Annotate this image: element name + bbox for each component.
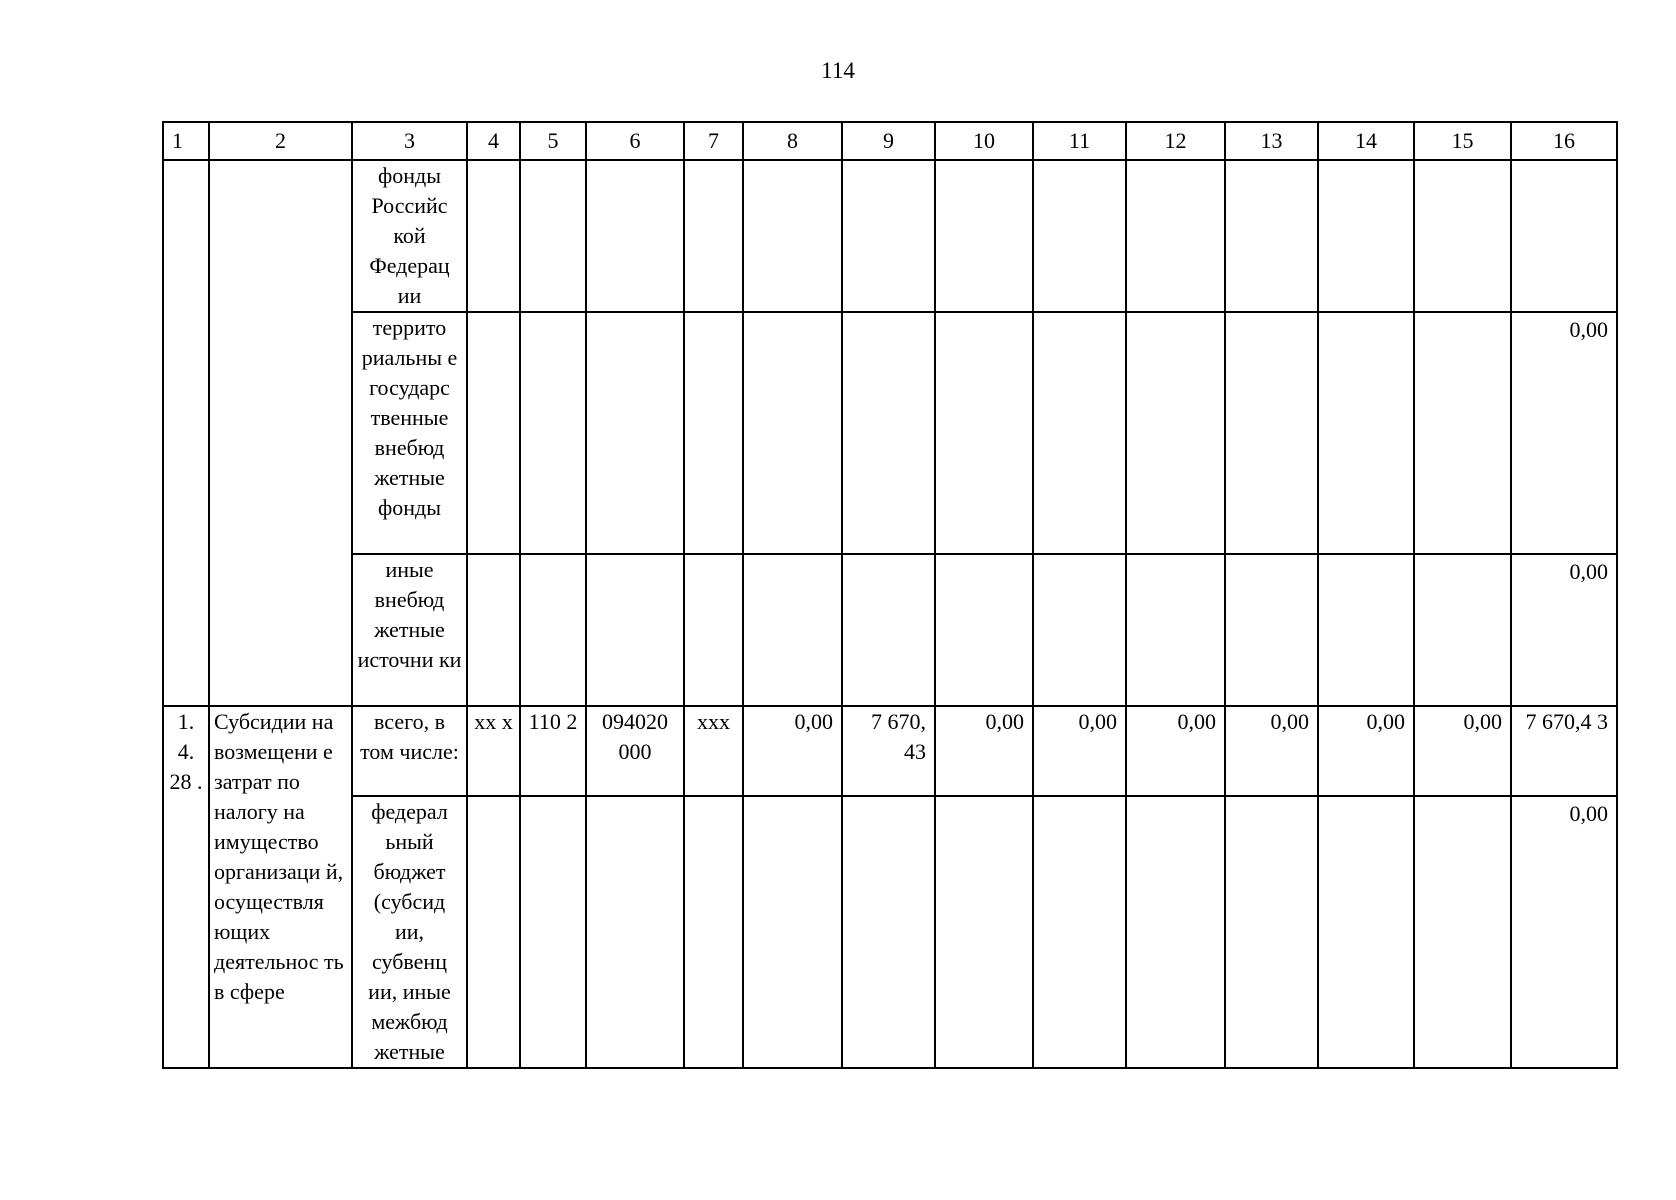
table-row	[163, 796, 1617, 1068]
table-cell	[935, 796, 1033, 1068]
table-cell: 0,00	[1318, 706, 1414, 796]
table-cell	[1126, 160, 1225, 312]
header-cell: 4	[467, 122, 520, 160]
table-cell	[743, 796, 842, 1068]
header-cell: 10	[935, 122, 1033, 160]
header-cell: 15	[1414, 122, 1511, 160]
table-cell	[586, 160, 684, 312]
table-cell	[1033, 554, 1126, 706]
header-cell: 1	[163, 122, 209, 160]
table-cell	[1511, 160, 1617, 312]
table-cell: иные внебюд жетные источни ки	[352, 554, 467, 706]
table-cell	[1225, 160, 1318, 312]
table-row	[163, 554, 1617, 706]
table-cell	[1225, 796, 1318, 1068]
table-cell	[520, 796, 586, 1068]
table-cell: 7 670, 43	[842, 706, 935, 796]
table-cell	[467, 796, 520, 1068]
table-cell: 110 2	[520, 706, 586, 796]
table-cell: фонды Российс кой Федерац ии	[352, 160, 467, 312]
table-cell	[1225, 554, 1318, 706]
table-cell	[1225, 312, 1318, 554]
table-row	[163, 706, 1617, 796]
table-cell	[935, 312, 1033, 554]
table-cell: 0,00	[743, 706, 842, 796]
table-cell	[743, 312, 842, 554]
table-cell	[743, 554, 842, 706]
table-cell	[684, 160, 743, 312]
table-cell	[842, 554, 935, 706]
table-cell	[1033, 312, 1126, 554]
table-cell	[684, 796, 743, 1068]
table-cell: ххх	[684, 706, 743, 796]
table-cell	[1414, 796, 1511, 1068]
table-cell	[163, 160, 209, 706]
header-cell: 13	[1225, 122, 1318, 160]
table-cell	[1414, 312, 1511, 554]
table-cell: хх х	[467, 706, 520, 796]
header-cell: 3	[352, 122, 467, 160]
table-cell	[1033, 796, 1126, 1068]
header-cell: 9	[842, 122, 935, 160]
header-cell: 8	[743, 122, 842, 160]
table-cell	[1318, 554, 1414, 706]
header-cell: 16	[1511, 122, 1617, 160]
table-cell	[684, 554, 743, 706]
table-cell	[1318, 796, 1414, 1068]
table-cell	[935, 554, 1033, 706]
table-cell: 0,00	[1511, 312, 1617, 554]
table-cell: 0,00	[1511, 796, 1617, 1068]
table-cell	[1126, 796, 1225, 1068]
table-cell: 1. 4. 28 .	[163, 706, 209, 1068]
header-cell: 7	[684, 122, 743, 160]
table-cell	[520, 160, 586, 312]
header-cell: 14	[1318, 122, 1414, 160]
header-cell: 11	[1033, 122, 1126, 160]
table-cell: Субсидии на возмещени е затрат по налогу на имущество организаци й, осуществля ющих деятельнос ть в сфере	[209, 706, 352, 1068]
page-number: 114	[821, 58, 855, 83]
table-cell	[467, 160, 520, 312]
table-cell	[842, 160, 935, 312]
table-cell	[1126, 312, 1225, 554]
table-cell: 0,00	[1414, 706, 1511, 796]
header-cell: 12	[1126, 122, 1225, 160]
table-row	[163, 160, 1617, 312]
table-cell: 0,00	[1511, 554, 1617, 706]
table-cell	[842, 312, 935, 554]
table-cell	[467, 312, 520, 554]
header-cell: 5	[520, 122, 586, 160]
table-cell	[586, 796, 684, 1068]
table-cell	[1414, 554, 1511, 706]
table-cell: 0,00	[935, 706, 1033, 796]
table-cell	[743, 160, 842, 312]
table-cell	[586, 312, 684, 554]
table-cell	[684, 312, 743, 554]
table-cell	[1318, 312, 1414, 554]
header-cell: 2	[209, 122, 352, 160]
table-cell: 0,00	[1126, 706, 1225, 796]
table-cell	[586, 554, 684, 706]
table-cell	[209, 160, 352, 706]
table-cell	[520, 554, 586, 706]
table-cell	[842, 796, 935, 1068]
table-cell	[935, 160, 1033, 312]
table-cell: 0,00	[1033, 706, 1126, 796]
table-cell	[520, 312, 586, 554]
table-cell: 7 670,4 3	[1511, 706, 1617, 796]
budget-table	[162, 121, 1618, 1069]
table-row	[163, 312, 1617, 554]
table-cell: 0,00	[1225, 706, 1318, 796]
table-cell: федерал ьный бюджет (субсид ии, субвенц ии, иные межбюд жетные	[352, 796, 467, 1068]
table-cell: 094020 000	[586, 706, 684, 796]
table-cell	[1318, 160, 1414, 312]
header-cell: 6	[586, 122, 684, 160]
table-cell: всего, в том числе:	[352, 706, 467, 796]
header-row	[163, 122, 1617, 160]
table-cell: террито риальны е государс твенные внебюд жетные фонды	[352, 312, 467, 554]
table-cell	[1033, 160, 1126, 312]
table-cell	[1126, 554, 1225, 706]
table-cell	[1414, 160, 1511, 312]
table-cell	[467, 554, 520, 706]
